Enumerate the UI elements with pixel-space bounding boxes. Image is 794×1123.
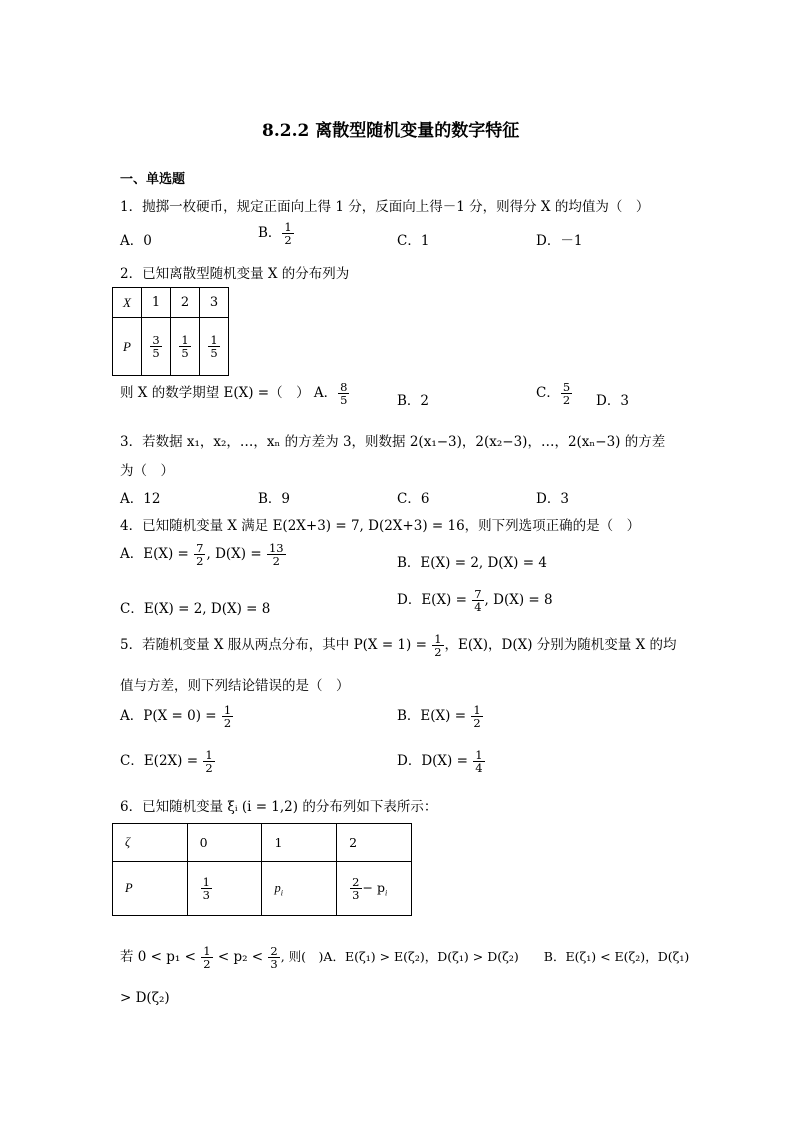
q2-question-line: 则 X 的数学期望 E(X) =（ ） A． $\frac{8}{5}$ <box>120 380 348 407</box>
distribution-table-q6 <box>112 823 412 916</box>
q5-option-c: C．E(2X) = $\frac{1}{2}$ <box>120 748 213 775</box>
q5-option-b: B．E(X) = $\frac{1}{2}$ <box>397 703 481 730</box>
q1-option-a: A．0 <box>120 233 152 249</box>
table-cell: 1 <box>262 824 337 862</box>
table-cell: $\frac{1}{5}$ <box>200 318 229 376</box>
q3-option-b: B．9 <box>258 491 291 507</box>
q4-option-a: A．E(X) = $\frac{7}{2}$ , D(X) = $\frac{13}{2}$ <box>120 541 284 568</box>
q2-option-d: D．3 <box>596 393 629 409</box>
table-cell: $\frac{3}{5}$ <box>142 318 171 376</box>
question-3-line2: 为（ ） <box>120 463 174 479</box>
table-cell: $\frac{2}{3}$ − $p_i$ <box>337 862 412 916</box>
table-cell: 3 <box>200 288 229 318</box>
fraction: $\frac{1}{2}$ <box>284 220 292 247</box>
table-cell: $\frac{1}{5}$ <box>171 318 200 376</box>
table-cell: P <box>113 862 188 916</box>
q1-option-b: B． $\frac{1}{2}$ <box>258 220 292 247</box>
q1-option-d: D．－1 <box>536 233 583 249</box>
q4-option-d: D．E(X) = $\frac{7}{4}$ , D(X) = 8 <box>397 587 553 614</box>
q1-option-c: C．1 <box>397 233 430 249</box>
table-cell: $p_i$ <box>262 862 337 916</box>
table-cell: 1 <box>142 288 171 318</box>
section-heading: 一、单选题 <box>120 172 186 187</box>
table-cell: X <box>113 288 142 318</box>
question-6-stem: 6．已知随机变量 ξᵢ (i = 1,2) 的分布列如下表所示： <box>120 799 438 815</box>
table-cell: 2 <box>171 288 200 318</box>
question-6-line2: > D(ζ₂) <box>120 990 170 1006</box>
table-cell: ζ <box>113 824 188 862</box>
table-cell: 2 <box>337 824 412 862</box>
page-title: 8.2.2 离散型随机变量的数字特征 <box>262 121 520 141</box>
question-3-line1: 3．若数据 x₁，x₂，…，xₙ 的方差为 3，则数据 2(x₁−3)，2(x₂−3)，…，2(xₙ−3) 的方差 <box>120 434 666 450</box>
q3-option-c: C．6 <box>397 491 430 507</box>
q5-option-a: A．P(X = 0) = $\frac{1}{2}$ <box>120 703 232 730</box>
distribution-table-q2 <box>112 287 229 376</box>
q3-option-a: A．12 <box>120 491 161 507</box>
table-cell: $\frac{1}{3}$ <box>187 862 262 916</box>
question-5-line2: 值与方差，则下列结论错误的是（ ） <box>120 678 350 694</box>
table-cell: P <box>113 318 142 376</box>
q4-option-b: B．E(X) = 2, D(X) = 4 <box>397 555 547 571</box>
q2-option-b: B．2 <box>397 393 430 409</box>
question-1-stem: 1．抛掷一枚硬币，规定正面向上得 1 分，反面向上得－1 分，则得分 X 的均值为（ ） <box>120 199 650 215</box>
q5-option-d: D．D(X) = $\frac{1}{4}$ <box>397 748 483 775</box>
q4-option-c: C．E(X) = 2, D(X) = 8 <box>120 601 271 617</box>
question-5-line1: 5．若随机变量 X 服从两点分布，其中 P(X = 1) = $\frac{1}{2}$ ，E(X)，D(X) 分别为随机变量 X 的均 <box>120 632 677 659</box>
q2-option-c: C． $\frac{5}{2}$ <box>536 380 571 407</box>
table-cell: 0 <box>187 824 262 862</box>
question-4-stem: 4．已知随机变量 X 满足 E(2X+3) = 7, D(2X+3) = 16，则下列选项正确的是（ ） <box>120 518 641 534</box>
question-2-stem: 2．已知离散型随机变量 X 的分布列为 <box>120 266 350 282</box>
question-6-line1: 若 0 < p₁ < $\frac{1}{2}$ < p₂ < $\frac{2}{3}$ , 则( )A．E(ζ₁) > E(ζ₂)，D(ζ₁) > D(ζ₂) B．E(ζ₁) < E(ζ₂)，D(ζ₁) <box>120 944 690 971</box>
q3-option-d: D．3 <box>536 491 569 507</box>
